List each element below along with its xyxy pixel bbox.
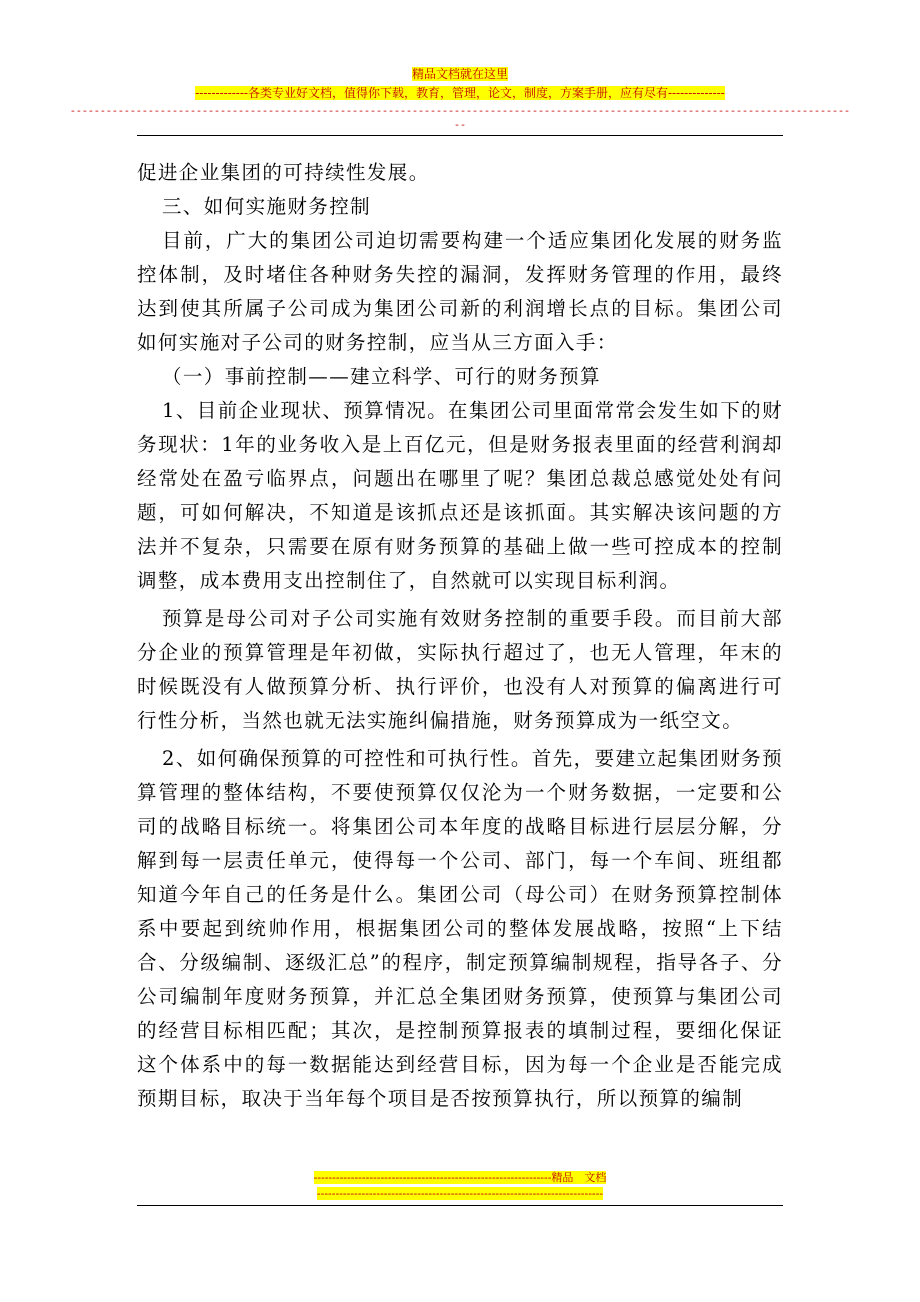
header-dash-tail: -- bbox=[453, 121, 466, 132]
footer-line-2: ----------------------------------------------------------------------------- bbox=[316, 1187, 604, 1200]
paragraph-point-1: 1、目前企业现状、预算情况。在集团公司里面常常会发生如下的财务现状：1年的业务收入是上百亿元，但是财务报表里面的经营利润却经常处在盈亏临界点，问题出在哪里了呢？集团总裁总感觉处处有问题，可如何解决，不知道是该抓点还是该抓面。其实解决该问题的方法并不复杂，只需要在原有财务预算的基础上做一些可控成本的控制调整，成本费用支出控制住了，自然就可以实现目标利润。 bbox=[137, 399, 783, 592]
header-rule bbox=[137, 135, 783, 136]
document-body bbox=[137, 156, 783, 1116]
paragraph-point-2: 2、如何确保预算的可控性和可执行性。首先，要建立起集团财务预算管理的整体结构，不要使预算仅仅沦为一个财务数据，一定要和公司的战略目标统一。将集团公司本年度的战略目标进行层层分解，分解到每一层责任单元，使得每一个公司、部门，每一个车间、班组都知道今年自己的任务是什么。集团公司（母公司）在财务预算控制体系中要起到统帅作用，根据集团公司的整体发展战略，按照“上下结合、分级编制、逐级汇总”的程序，制定预算编制规程，指导各子、分公司编制年度财务预算，并汇总全集团财务预算，使预算与集团公司的经营目标相匹配；其次，是控制预算报表的填制过程，要细化保证这个体系中的每一数据能达到经营目标，因为每一个企业是否能完成预期目标，取决于当年每个项目是否按预算执行，所以预算的编制 bbox=[137, 747, 783, 1110]
header-dash-line: ---------------------------------------------------------------------------------------------------------------------------------- bbox=[69, 107, 851, 118]
paragraph-continuation: 促进企业集团的可持续性发展。 bbox=[137, 161, 430, 184]
section-heading-3: 三、如何实施财务控制 bbox=[162, 195, 372, 218]
subsection-heading-1: （一）事前控制——建立科学、可行的财务预算 bbox=[162, 365, 601, 388]
paragraph-budget: 预算是母公司对子公司实施有效财务控制的重要手段。而目前大部分企业的预算管理是年初做，实际执行超过了，也无人管理，年末的时候既没有人做预算分析、执行评价，也没有人对预算的偏离进行可行性分析，当然也就无法实施纠偏措施，财务预算成为一纸空文。 bbox=[137, 607, 783, 732]
header-subtitle: -------------各类专业好文档，值得你下载，教育，管理，论文，制度，方案手册，应有尽有-------------- bbox=[195, 86, 725, 100]
footer-rule bbox=[137, 1205, 783, 1206]
header-title: 精品文档就在这里 bbox=[411, 67, 508, 81]
paragraph-intro: 目前，广大的集团公司迫切需要构建一个适应集团化发展的财务监控体制，及时堵住各种财务失控的漏洞，发挥财务管理的作用，最终达到使其所属子公司成为集团公司新的利润增长点的目标。集团公司如何实施对子公司的财务控制，应当从三方面入手： bbox=[137, 229, 783, 354]
footer-line-1: ----------------------------------------------------------------精品 文档 bbox=[313, 1171, 607, 1184]
